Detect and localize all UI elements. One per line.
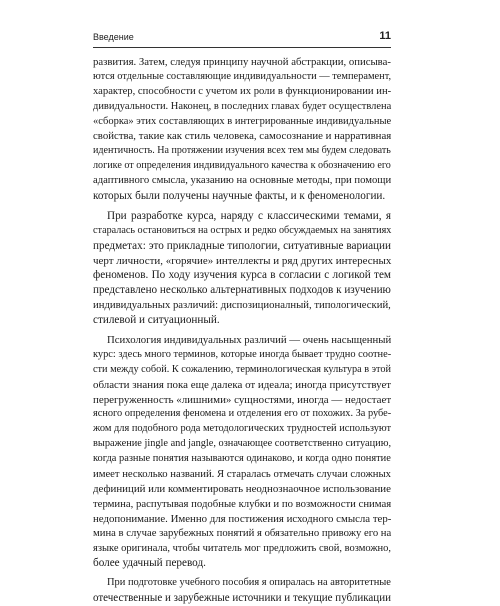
text-line: сти между собой. К сожалению, терминологическая культура в этой	[93, 363, 392, 375]
text-line: старалась остановиться на острых и редко обсуждаемых на занятиях	[93, 224, 392, 236]
text-line: более удачный перевод.	[93, 557, 206, 570]
text-line: идентичность. На протяжении изучения всех тем мы будем следовать	[93, 145, 391, 157]
text-line: При разработке курса, наряду с классическими темами, я	[107, 209, 391, 222]
page-number: 11	[379, 30, 391, 42]
text-line: свойства, такие как стиль человека, самосознание и нарративная	[93, 130, 392, 143]
text-line: которых были получены научные факты, и к феноменологии.	[93, 190, 386, 203]
text-line: термина, распутывая подобные клубки и по возможности снимая	[93, 497, 392, 510]
text-line: отечественные и зарубежные источники и текущие публикации	[93, 592, 391, 605]
text-line: предметах: это прикладные типологии, ситуативные вариации	[93, 239, 392, 252]
text-line: когда разные понятия называются одинаково, и когда одно понятие	[93, 453, 391, 465]
text-line: дефиниций или комментировать неоднознаочное использование	[93, 482, 391, 495]
paragraph	[93, 333, 391, 571]
text-line: стилевой и ситуационный.	[93, 314, 220, 327]
paragraph	[93, 576, 391, 606]
text-line: черт личности, «горячие» интеллекты и ряд других интересных	[93, 254, 392, 267]
text-line: выражение jingle and jangle, означающее соответственно ситуацию,	[93, 438, 392, 450]
text-line: «сборка» этих составляющих в интегрированные индивидуальные	[93, 115, 392, 127]
text-line: логике от определения индивидуального качества к обозначению его	[93, 160, 391, 172]
chapter-title: Введение	[93, 32, 134, 42]
text-line: жом для подобного рода методологических трудностей используют	[93, 423, 392, 435]
header-divider	[93, 47, 391, 48]
text-line: При подготовке учебного пособия я опиралась на авторитетные	[107, 577, 391, 589]
text-line: представлено несколько альтернативных подходов к изучению	[93, 284, 391, 297]
text-line: ются отдельные составляющие индивидуальности — темперамент,	[93, 70, 392, 82]
paragraph	[93, 55, 391, 204]
paragraph	[93, 209, 391, 328]
text-line: адаптивного смысла, указанию на основные методы, при помощи	[93, 175, 392, 187]
text-line: курс: здесь много терминов, которые иногда бывает трудно соотне-	[93, 348, 392, 360]
text-line: языке оригинала, чтобы читатель мог предложить свой, возможно,	[93, 542, 392, 554]
text-line: области знания пока еще далека от идеала; иногда присутствует	[93, 378, 392, 391]
running-header	[93, 28, 391, 44]
body-text	[93, 55, 391, 606]
text-line: Психология индивидуальных различий — очень насыщенный	[107, 334, 392, 347]
text-line: недопонимание. Именно для постижения исходного смысла тер-	[93, 512, 392, 525]
text-line: ясного определения феномена и отделения его от похожих. За рубе-	[93, 408, 392, 420]
text-line: перегруженность «лишними» сущностями, иногда — недостает	[93, 393, 392, 406]
text-line: мина в случае зарубежных понятий я обязательно привожу его на	[93, 527, 392, 539]
text-line: индивидуальных различий: диспозиционалный, типологический,	[93, 299, 391, 312]
text-line: дивидуальности. Наконец, в последних главах будет осуществлена	[93, 100, 392, 112]
text-line: развития. Затем, следуя принципу научной абстракции, описыва-	[93, 56, 391, 68]
text-line: характер, способности с учетом их роли в функционировании ин-	[93, 85, 392, 97]
text-line: феноменов. По ходу изучения курса в согласии с логикой тем	[93, 269, 391, 282]
text-line: имеет несколько названий. Я старалась отмечать случаи сложных	[93, 468, 391, 481]
